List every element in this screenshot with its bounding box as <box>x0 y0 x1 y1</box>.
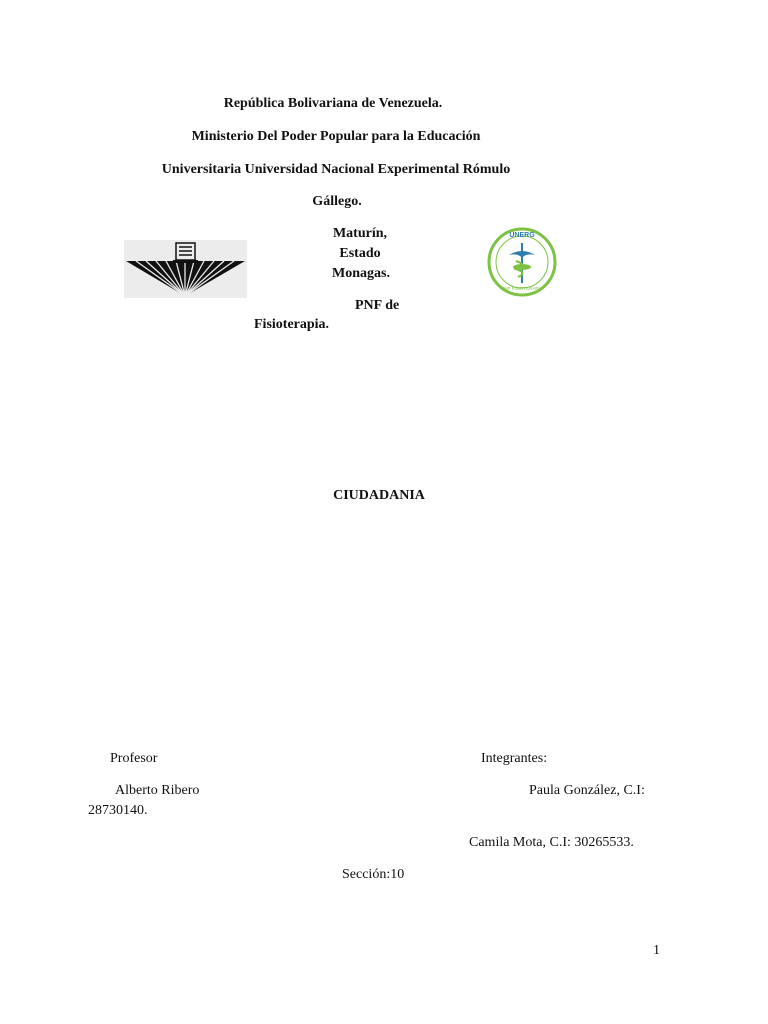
header-ministry: Ministerio Del Poder Popular para la Educación <box>191 129 481 144</box>
student-1: Paula González, C.I: <box>529 783 645 798</box>
professor-label: Profesor <box>110 751 158 766</box>
program-label-line1: PNF de <box>355 298 400 313</box>
unerg-caduceus-seal-icon <box>485 225 559 299</box>
seal-bottom-text: PNF FISIOTERAPIA <box>501 286 543 291</box>
professor-name: Alberto Ribero <box>115 783 200 798</box>
institution-emblem-icon <box>124 240 247 298</box>
professor-id: 28730140. <box>88 803 148 818</box>
location-state-name: Monagas. <box>332 266 390 281</box>
location-city: Maturín, <box>332 226 388 241</box>
seal-top-text: UNERG <box>509 232 535 239</box>
header-university: Universitaria Universidad Nacional Experimental Rómulo <box>161 162 511 177</box>
page-number: 1 <box>653 943 660 958</box>
students-label: Integrantes: <box>481 751 548 766</box>
document-title: CIUDADANIA <box>333 488 425 503</box>
location-state-label: Estado <box>339 246 381 261</box>
header-university-continued: Gállego. <box>312 194 362 209</box>
section-number: Sección:10 <box>342 867 405 882</box>
student-2: Camila Mota, C.I: 30265533. <box>469 835 634 850</box>
program-label-line2: Fisioterapia. <box>254 317 330 332</box>
header-republic: República Bolivariana de Venezuela. <box>223 96 443 111</box>
